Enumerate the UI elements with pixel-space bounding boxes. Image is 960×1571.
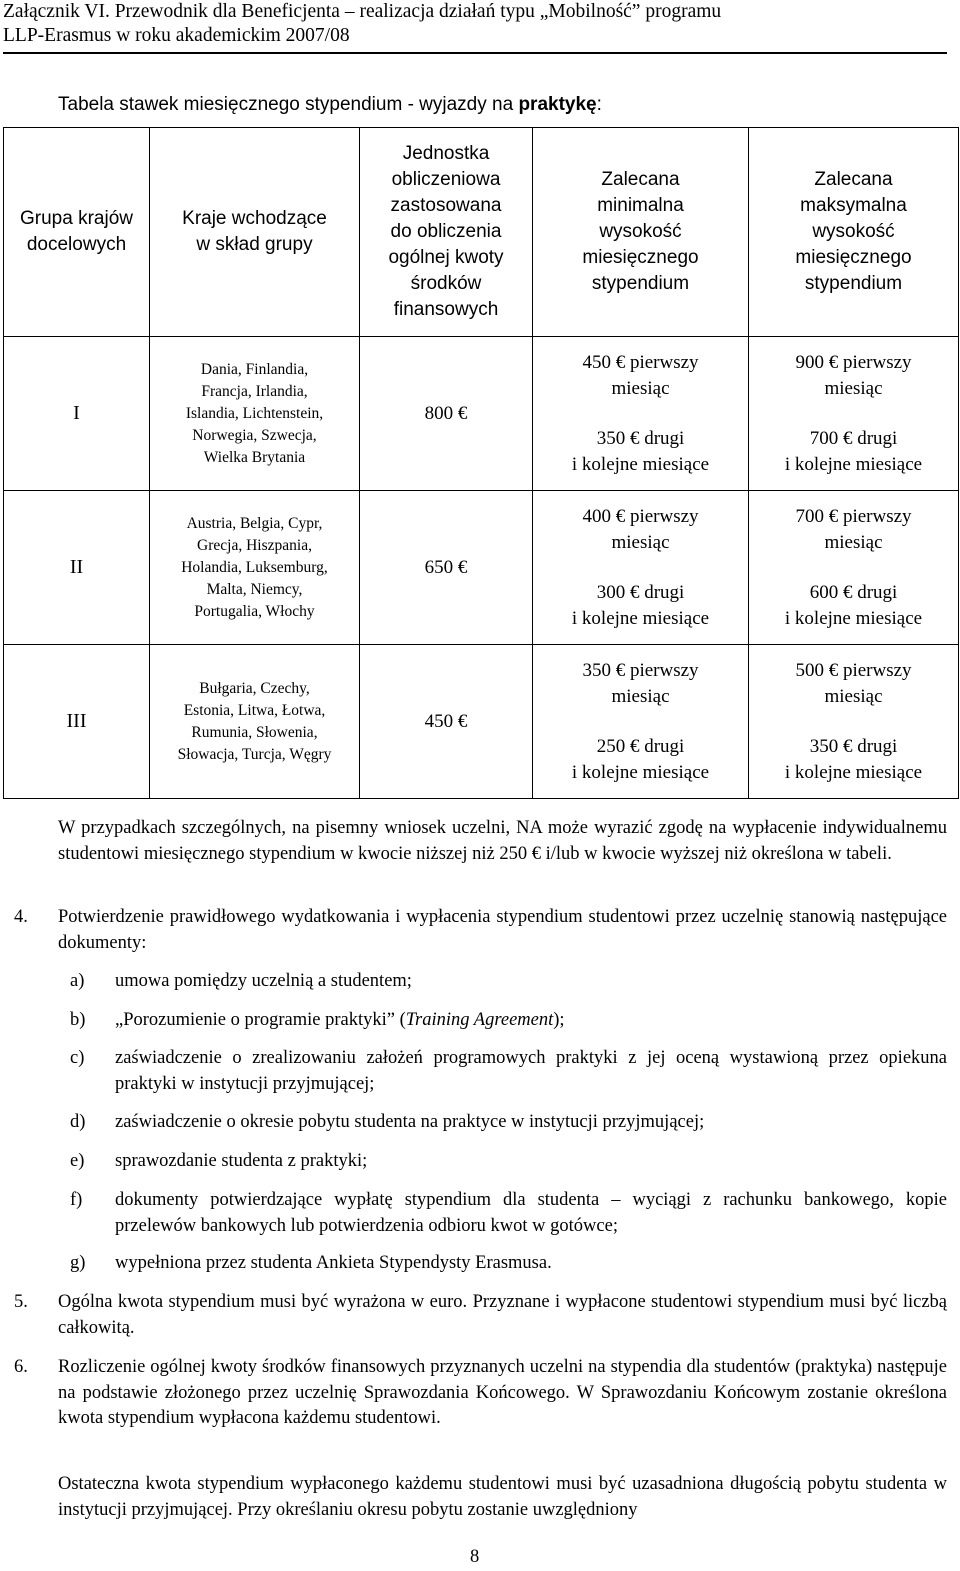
group-cell: I	[4, 337, 150, 491]
min-rate-cell	[533, 337, 749, 491]
table-row	[4, 645, 959, 799]
rate-line: 250 € drugi	[596, 735, 685, 757]
rate-line: miesiąc	[824, 377, 883, 399]
table-title-prefix: Tabela stawek miesięcznego stypendium - wyjazdy na	[58, 94, 519, 115]
sublist-label: e)	[70, 1151, 85, 1171]
rate-line: i kolejne miesiące	[784, 607, 923, 629]
item-text: Potwierdzenie prawidłowego wydatkowania i wypłacenia stypendium studentowi przez uczelnię stanowią następujące dokumenty:	[58, 907, 947, 953]
sublist-text-italic: Training Agreement	[405, 1010, 554, 1030]
item-text: Rozliczenie ogólnej kwoty środków finansowych przyznanych uczelni na stypendia dla studentów (praktyka) następuje na podstawie złożonego przez uczelnię Sprawozdania Końcowego. W Sprawozdaniu Końcowym zostanie określona kwota stypendium wypłacona każdemu studentowi.	[58, 1357, 947, 1428]
country-line: Estonia, Litwa, Łotwa,	[183, 701, 326, 719]
col-header-line: w skład grupy	[196, 234, 313, 255]
country-line: Francja, Irlandia,	[201, 382, 308, 400]
list-item-5	[14, 1290, 947, 1341]
rate-line: 600 € drugi	[809, 581, 898, 603]
country-line: Malta, Niemcy,	[206, 580, 303, 598]
table-title-emphasis: praktykę	[518, 94, 597, 115]
rate-line: 400 € pierwszy	[582, 505, 699, 527]
rate-line: i kolejne miesiące	[784, 761, 923, 783]
max-rate-cell	[749, 491, 959, 645]
rate-line: miesiąc	[824, 531, 883, 553]
sublist-text: umowa pomiędzy uczelnią a studentem;	[115, 971, 412, 991]
list-item-6	[14, 1355, 947, 1432]
col-header-max	[749, 128, 959, 337]
sublist-text-post: );	[553, 1010, 565, 1030]
min-rate-cell	[533, 645, 749, 799]
sublist-text: zaświadczenie o zrealizowaniu założeń programowych praktyki z jej oceną wystawioną przez opiekuna praktyki w instytucji przyjmującej;	[115, 1048, 947, 1094]
max-rate-cell	[749, 337, 959, 491]
rate-line: i kolejne miesiące	[571, 761, 710, 783]
sublist-label: a)	[70, 971, 85, 991]
country-line: Rumunia, Słowenia,	[191, 723, 318, 741]
country-line: Dania, Finlandia,	[200, 360, 309, 378]
item-6-continuation: Ostateczna kwota stypendium wypłaconego każdemu studentowi musi być uzasadniona długością pobytu studenta w instytucji przyjmującej. Przy określaniu okresu pobytu zostanie uwzględniony	[58, 1474, 947, 1520]
col-header-line: miesięcznego	[582, 247, 699, 268]
col-header-line: Zalecana	[601, 169, 680, 190]
table-title	[58, 93, 602, 117]
col-header-line: środków	[410, 273, 482, 294]
rate-line: 350 € drugi	[596, 427, 685, 449]
col-header-line: minimalna	[597, 195, 684, 216]
sublist-text: dokumenty potwierdzające wypłatę stypendium dla studenta – wyciągi z rachunku bankowego, kopie przelewów bankowych lub potwierdzenia odbioru kwot w gotówce;	[115, 1190, 947, 1236]
sublist-text: zaświadczenie o okresie pobytu studenta na praktyce w instytucji przyjmującej;	[115, 1112, 705, 1132]
rate-line: miesiąc	[824, 685, 883, 707]
col-header-unit	[360, 128, 533, 337]
sublist-label: g)	[70, 1253, 86, 1273]
group-cell: II	[4, 491, 150, 645]
col-header-group	[4, 128, 150, 337]
rate-line: miesiąc	[611, 377, 670, 399]
table-title-suffix: :	[596, 94, 602, 115]
rate-line: 350 € pierwszy	[582, 659, 699, 681]
sublist-text: wypełniona przez studenta Ankieta Stypendysty Erasmusa.	[115, 1253, 552, 1273]
countries-cell	[150, 491, 360, 645]
country-line: Holandia, Luksemburg,	[181, 558, 328, 576]
col-header-line: Zalecana	[814, 169, 893, 190]
country-line: Portugalia, Włochy	[194, 602, 315, 620]
unit-amount-cell: 450 €	[360, 645, 533, 799]
item-number: 5.	[14, 1292, 28, 1312]
rate-line: 700 € pierwszy	[795, 505, 912, 527]
sublist-text-pre: „Porozumienie o programie praktyki” (	[115, 1010, 406, 1030]
col-header-line: zastosowana	[390, 195, 502, 216]
countries-cell	[150, 337, 360, 491]
list-item-4	[14, 905, 947, 956]
col-header-line: stypendium	[591, 273, 690, 294]
group-cell: III	[4, 645, 150, 799]
max-rate-cell	[749, 645, 959, 799]
rate-line: miesiąc	[611, 685, 670, 707]
table-header-row	[4, 128, 959, 337]
item-number: 4.	[14, 907, 28, 927]
sublist-text: sprawozdanie studenta z praktyki;	[115, 1151, 368, 1171]
rate-line: 900 € pierwszy	[795, 351, 912, 373]
table-row	[4, 491, 959, 645]
col-header-line: stypendium	[804, 273, 903, 294]
sublist-text	[115, 1008, 947, 1034]
col-header-line: wysokość	[599, 221, 682, 242]
country-line: Grecja, Hiszpania,	[197, 536, 312, 554]
col-header-min	[533, 128, 749, 337]
sublist-label: d)	[70, 1112, 86, 1132]
rate-line: 500 € pierwszy	[795, 659, 912, 681]
sublist-label: c)	[70, 1048, 85, 1068]
header-line-2: LLP-Erasmus w roku akademickim 2007/08	[3, 25, 350, 46]
country-line: Norwegia, Szwecja,	[192, 426, 317, 444]
rates-table	[3, 127, 959, 799]
sublist-label: f)	[70, 1190, 83, 1210]
col-header-line: Jednostka	[402, 143, 490, 164]
exception-note: W przypadkach szczególnych, na pisemny wniosek uczelni, NA może wyrazić zgodę na wypłacenie indywidualnemu studentowi miesięcznego stypendium w kwocie niższej niż 250 € i/lub w kwocie wyższej niż określona w tabeli.	[58, 818, 947, 864]
page-number: 8	[470, 1547, 480, 1567]
col-header-line: maksymalna	[800, 195, 907, 216]
col-header-line: miesięcznego	[795, 247, 912, 268]
rate-line: 700 € drugi	[809, 427, 898, 449]
country-line: Słowacja, Turcja, Węgry	[177, 745, 332, 763]
col-header-line: obliczeniowa	[391, 169, 501, 190]
col-header-countries	[150, 128, 360, 337]
country-line: Islandia, Lichtenstein,	[185, 404, 324, 422]
rate-line: 450 € pierwszy	[582, 351, 699, 373]
rate-line: 300 € drugi	[596, 581, 685, 603]
col-header-line: finansowych	[393, 299, 499, 320]
rate-line: i kolejne miesiące	[571, 607, 710, 629]
header-line-1: Załącznik VI. Przewodnik dla Beneficjenta – realizacja działań typu „Mobilność” programu	[3, 1, 722, 22]
col-header-line: Grupa krajów	[20, 208, 133, 229]
rate-line: i kolejne miesiące	[784, 453, 923, 475]
page-header	[3, 0, 947, 54]
country-line: Wielka Brytania	[203, 448, 306, 466]
unit-amount-cell: 650 €	[360, 491, 533, 645]
col-header-line: Kraje wchodzące	[182, 208, 327, 229]
min-rate-cell	[533, 491, 749, 645]
col-header-line: wysokość	[812, 221, 895, 242]
unit-amount-cell: 800 €	[360, 337, 533, 491]
country-line: Austria, Belgia, Cypr,	[186, 514, 323, 532]
rate-line: miesiąc	[611, 531, 670, 553]
sublist-label: b)	[70, 1010, 86, 1030]
rate-line: i kolejne miesiące	[571, 453, 710, 475]
item-text: Ogólna kwota stypendium musi być wyrażona w euro. Przyznane i wypłacone studentowi stypendium musi być liczbą całkowitą.	[58, 1292, 947, 1338]
countries-cell	[150, 645, 360, 799]
country-line: Bułgaria, Czechy,	[199, 679, 310, 697]
rate-line: 350 € drugi	[809, 735, 898, 757]
item-number: 6.	[14, 1357, 28, 1377]
col-header-line: ogólnej kwoty	[388, 247, 504, 268]
table-row	[4, 337, 959, 491]
col-header-line: do obliczenia	[390, 221, 502, 242]
col-header-line: docelowych	[26, 234, 127, 255]
